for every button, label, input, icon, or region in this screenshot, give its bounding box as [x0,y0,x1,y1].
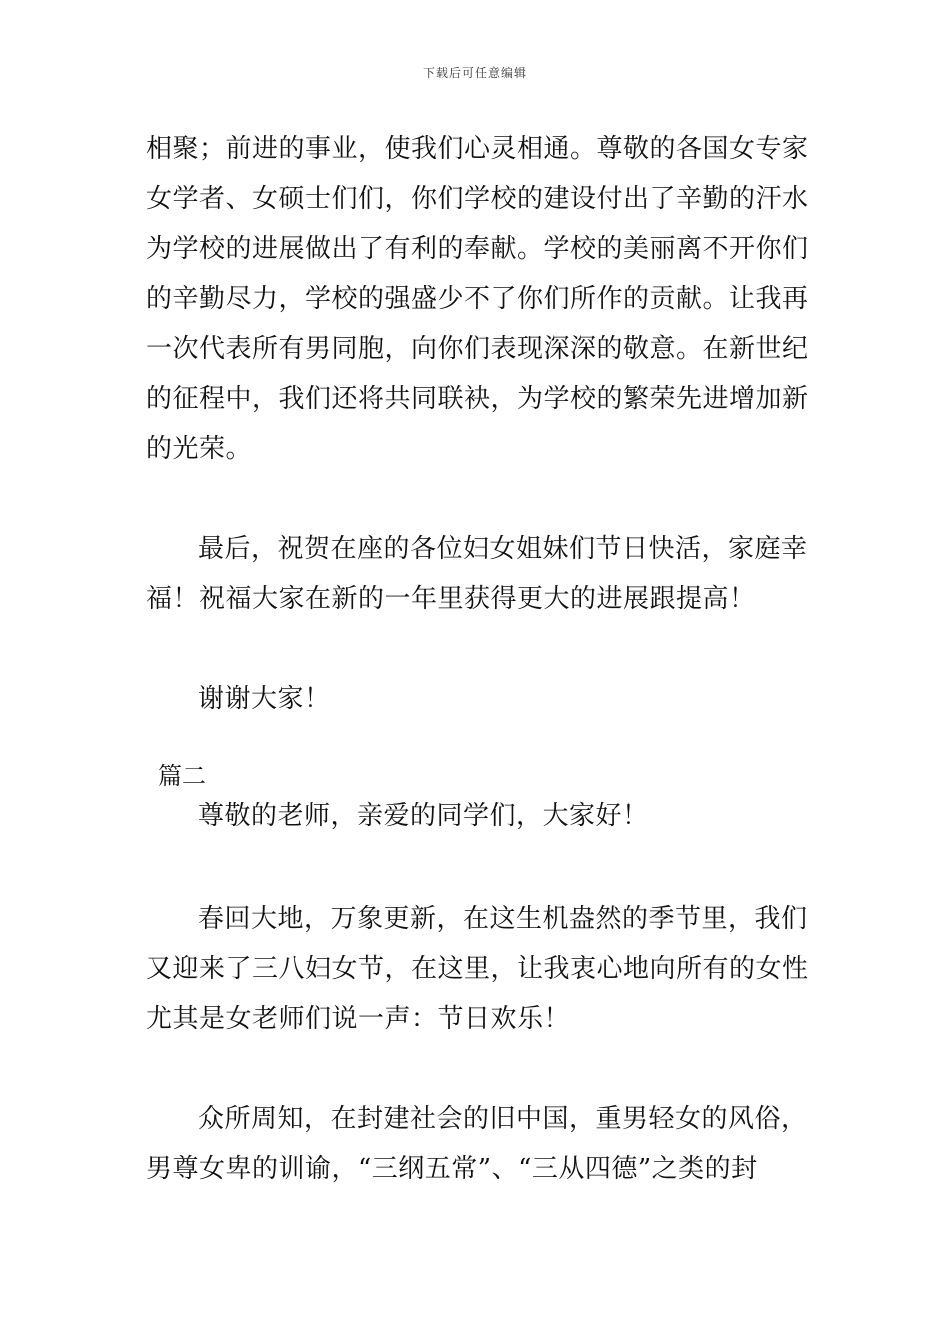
page-header: 下载后可任意编辑 [422,66,527,80]
text-line: 尤其是女老师们说一声：节日欢乐！ [146,1004,571,1034]
text-line: 的光荣。 [146,434,253,464]
text-line: 男尊女卑的训谕，“三纲五常”、“三从四德”之类的封 [146,1154,758,1184]
section2-paragraph-2 [146,1094,806,1194]
greeting-line: 尊敬的老师，亲爱的同学们，大家好！ [198,801,649,831]
document-body [146,124,809,1194]
text-line: 福！祝福大家在新的一年里获得更大的进展跟提高！ [146,584,756,614]
section2-paragraph-1 [146,894,809,1044]
paragraph-gap [146,624,806,674]
text-line: 春回大地，万象更新，在这生机盎然的季节里，我们 [198,904,808,934]
paragraph-gap [146,474,806,524]
text-line: 最后，祝贺在座的各位妇女姐妹们节日快活，家庭幸 [198,534,808,564]
text-line: 谢谢大家！ [198,684,331,714]
text-line: 的征程中，我们还将共同联袂，为学校的繁荣先进增加新 [146,384,809,414]
paragraph-3 [146,674,806,724]
text-line: 的辛勤尽力，学校的强盛少不了你们所作的贡献。让我再 [146,284,809,314]
paragraph-gap [146,724,806,758]
paragraph-gap [146,1044,806,1094]
text-line: 又迎来了三八妇女节，在这里，让我衷心地向所有的女性 [146,954,809,984]
paragraph-2 [146,524,806,624]
text-line: 女学者、女硕士们们，你们学校的建设付出了辛勤的汗水 [146,184,809,214]
text-line: 为学校的进展做出了有利的奉献。学校的美丽离不开你们 [146,234,809,264]
text-line: 相聚；前进的事业，使我们心灵相通。尊敬的各国女专家 [146,134,809,164]
text-line: 一次代表所有男同胞，向你们表现深深的敬意。在新世纪 [146,334,809,364]
paragraph-1 [146,124,809,474]
paragraph-gap [146,836,806,894]
text-line: 众所周知，在封建社会的旧中国，重男轻女的风俗， [198,1104,808,1134]
section-title: 篇二 [158,762,206,790]
